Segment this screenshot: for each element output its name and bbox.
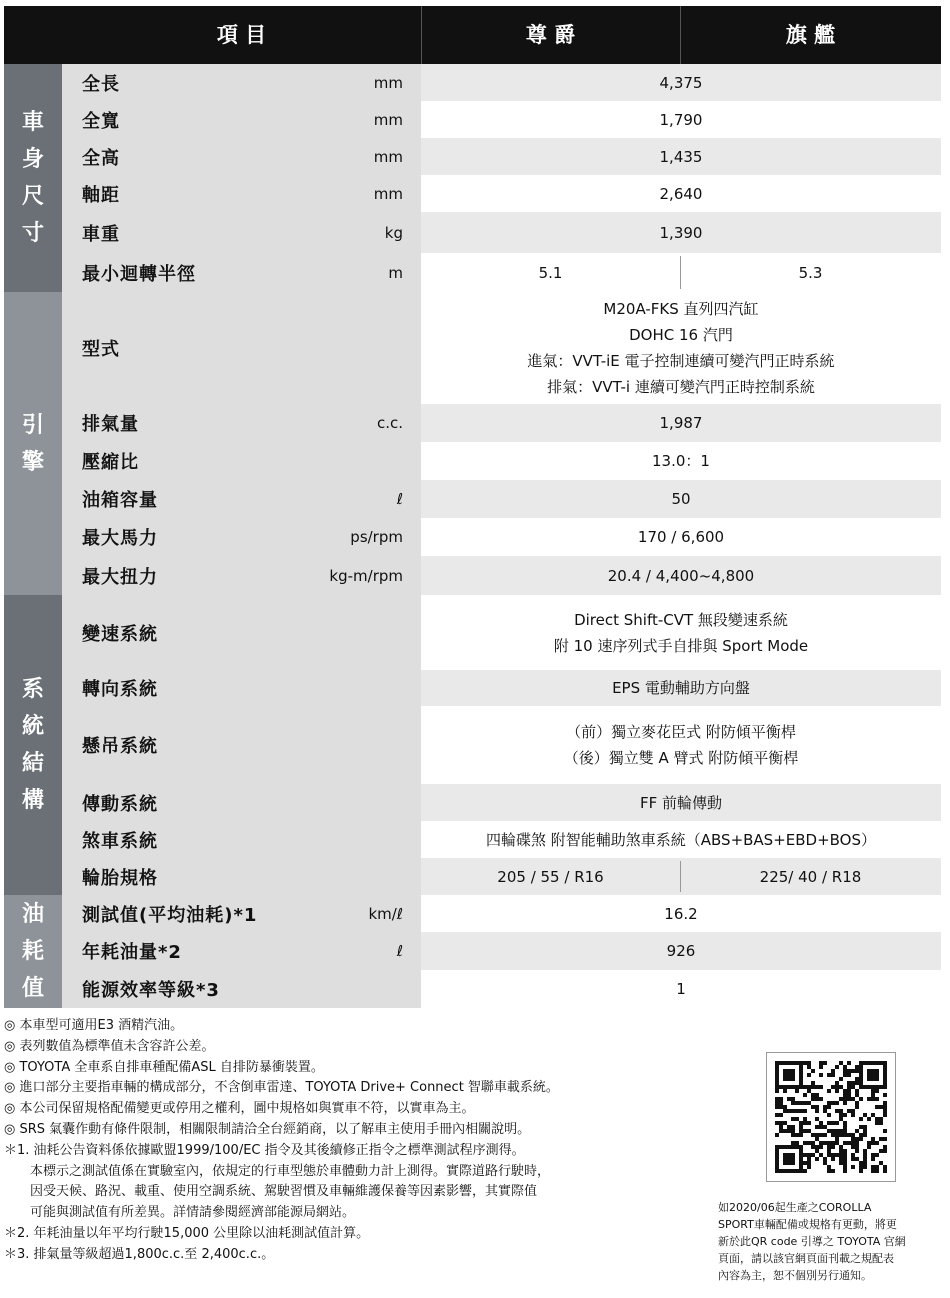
spec-value-cell — [421, 670, 941, 706]
spec-value-cell — [421, 212, 941, 253]
spec-row — [62, 556, 941, 595]
spec-row — [62, 706, 941, 784]
spec-row — [62, 670, 941, 706]
spec-row — [62, 595, 941, 670]
spec-value-cell — [421, 175, 941, 212]
spec-row — [62, 212, 941, 253]
spec-value: 13.0：1 — [652, 452, 710, 470]
spec-value: EPS 電動輔助方向盤 — [612, 679, 750, 697]
spec-value: 1,390 — [659, 223, 703, 242]
spec-value: 1 — [676, 980, 686, 998]
spec-row — [62, 858, 941, 895]
footnote-line: 本標示之測試值係在實驗室內，依規定的行車型態於車體動力計上測得。實際道路行駛時， — [30, 1163, 551, 1179]
footnote-line: ◎ 本公司保留規格配備變更或停用之權利，圖中規格如與實車不符，以實車為主。 — [4, 1101, 475, 1117]
section-label — [4, 64, 62, 292]
spec-row — [62, 895, 941, 932]
section-char: 油 — [21, 902, 44, 927]
spec-name: 最大馬力 — [82, 528, 158, 549]
spec-name: 能源效率等級*3 — [82, 980, 220, 1001]
spec-label-cell — [62, 706, 421, 784]
spec-row — [62, 253, 941, 292]
spec-name: 最大扭力 — [82, 566, 158, 588]
spec-label-cell — [62, 932, 421, 970]
spec-value-cell — [421, 970, 941, 1008]
spec-value-grade-1: 205 / 55 / R16 — [497, 867, 604, 886]
spec-name: 全長 — [82, 73, 120, 95]
spec-label-cell — [62, 175, 421, 212]
spec-label-cell — [62, 556, 421, 595]
spec-name: 測試值(平均油耗)*1 — [82, 904, 258, 926]
spec-value-line: DOHC 16 汽門 — [629, 326, 733, 344]
spec-value: 50 — [671, 490, 691, 508]
spec-unit: km/ℓ — [368, 904, 403, 923]
spec-unit: mm — [373, 73, 403, 92]
spec-value-cell — [421, 858, 941, 895]
spec-value-cell — [421, 518, 941, 556]
spec-value: 16.2 — [664, 904, 698, 923]
spec-label-cell — [62, 138, 421, 175]
spec-row — [62, 480, 941, 518]
spec-label-cell — [62, 212, 421, 253]
footnote-line: ＊2. 年耗油量以年平均行駛15,000 公里除以油耗測試值計算。 — [4, 1225, 370, 1241]
spec-value-cell — [421, 784, 941, 821]
spec-row — [62, 101, 941, 138]
spec-label-cell — [62, 670, 421, 706]
spec-row — [62, 442, 941, 480]
spec-label-cell — [62, 821, 421, 858]
spec-value-line: Direct Shift-CVT 無段變速系統 — [574, 610, 788, 629]
section-char: 引 — [21, 412, 44, 438]
section-label — [4, 595, 62, 895]
spec-row — [62, 64, 941, 101]
header-item: 項 目 — [216, 23, 267, 47]
footnotes — [4, 1016, 704, 1266]
spec-value-cell — [421, 253, 941, 292]
section-char: 構 — [21, 788, 44, 813]
spec-value-cell — [421, 138, 941, 175]
section-label — [4, 895, 62, 1008]
spec-value-cell — [421, 821, 941, 858]
header-grade-2: 旗 艦 — [785, 23, 836, 47]
spec-value-cell — [421, 706, 941, 784]
spec-value-line: 進氣：VVT-iE 電子控制連續可變汽門正時系統 — [527, 352, 835, 370]
footnote-line: ◎ 進口部分主要指車輛的構成部分，不含倒車雷達、TOYOTA Drive+ Connect 智聯車載系統。 — [4, 1080, 559, 1096]
spec-value: 1,987 — [659, 414, 703, 432]
footnote-line: ◎ SRS 氣囊作動有條件限制，相關限制請洽全台經銷商，以了解車主使用手冊內相關說明。 — [4, 1121, 531, 1137]
section-char: 寸 — [21, 221, 44, 246]
spec-name: 年耗油量*2 — [82, 942, 182, 963]
spec-value: 170 / 6,600 — [637, 528, 725, 546]
spec-value: 2,640 — [659, 184, 703, 203]
spec-value: 1,435 — [659, 147, 703, 166]
spec-name: 全高 — [82, 147, 120, 169]
qr-note-line: 如2020/06起生產之COROLLA — [718, 1201, 872, 1214]
spec-name: 油箱容量 — [82, 490, 158, 511]
qr-note-line: 頁面，請以該官網頁面刊載之規配表 — [718, 1252, 894, 1265]
spec-label-cell — [62, 858, 421, 895]
footnote-line: ◎ TOYOTA 全車系自排車種配備ASL 自排防暴衝裝置。 — [4, 1059, 324, 1075]
spec-value-cell — [421, 442, 941, 480]
qr-note-line: SPORT車輛配備或規格有更動，將更 — [718, 1218, 897, 1231]
spec-name: 輪胎規格 — [82, 867, 158, 889]
section-char: 身 — [21, 147, 44, 172]
table-header — [4, 6, 941, 64]
spec-name: 變速系統 — [82, 623, 158, 645]
spec-label-cell — [62, 784, 421, 821]
spec-row — [62, 518, 941, 556]
spec-label-cell — [62, 480, 421, 518]
spec-value-grade-2: 5.3 — [798, 263, 823, 282]
spec-value-line: （前）獨立麥花臣式 附防傾平衡桿 — [566, 723, 796, 741]
qr-note-line: 內容為主，恕不個別另行通知。 — [718, 1269, 872, 1282]
section-label — [4, 292, 62, 595]
spec-value-cell — [421, 932, 941, 970]
spec-value: 4,375 — [659, 73, 703, 92]
section-char: 擎 — [21, 449, 44, 475]
qr-note — [718, 1199, 940, 1284]
spec-value-cell — [421, 480, 941, 518]
spec-name: 壓縮比 — [82, 452, 139, 473]
spec-label-cell — [62, 518, 421, 556]
spec-unit: ℓ — [396, 490, 403, 508]
spec-value-line: 排氣：VVT-i 連續可變汽門正時控制系統 — [547, 378, 815, 396]
spec-value-cell — [421, 292, 941, 404]
spec-name: 傳動系統 — [82, 793, 158, 815]
spec-name: 排氣量 — [82, 414, 139, 435]
spec-row — [62, 970, 941, 1008]
spec-row — [62, 175, 941, 212]
spec-unit: kg-m/rpm — [329, 566, 403, 585]
section-char: 耗 — [21, 939, 44, 964]
spec-name: 懸吊系統 — [82, 736, 158, 757]
spec-value-cell — [421, 556, 941, 595]
spec-row — [62, 292, 941, 404]
spec-label-cell — [62, 895, 421, 932]
spec-row — [62, 821, 941, 858]
spec-label-cell — [62, 595, 421, 670]
qr-code — [766, 1052, 896, 1182]
spec-name: 煞車系統 — [82, 830, 158, 852]
footnote-line: 可能與測試值有所差異。詳情請參閱經濟部能源局網站。 — [30, 1205, 356, 1221]
section-char: 結 — [21, 751, 44, 776]
spec-name: 車重 — [82, 223, 120, 245]
footnote-line: ◎ 本車型可適用E3 酒精汽油。 — [4, 1018, 184, 1033]
spec-name: 轉向系統 — [82, 679, 158, 700]
spec-value: 1,790 — [659, 110, 703, 129]
spec-label-cell — [62, 970, 421, 1008]
spec-value: 四輪碟煞 附智能輔助煞車系統（ABS+BAS+EBD+BOS） — [485, 830, 877, 849]
spec-label-cell — [62, 442, 421, 480]
spec-label-cell — [62, 253, 421, 292]
spec-label-cell — [62, 292, 421, 404]
spec-row — [62, 784, 941, 821]
footnote-line: ◎ 表列數值為標準值未含容許公差。 — [4, 1038, 215, 1054]
spec-value-cell — [421, 101, 941, 138]
spec-value-line: （後）獨立雙 A 臂式 附防傾平衡桿 — [563, 749, 799, 767]
spec-unit: mm — [373, 147, 403, 166]
qr-note-line: 新於此QR code 引導之 TOYOTA 官網 — [718, 1235, 906, 1248]
footnote-line: ＊1. 油耗公告資料係依據歐盟1999/100/EC 指令及其後續修正指令之標準測試程序測得。 — [4, 1142, 525, 1158]
spec-row — [62, 138, 941, 175]
spec-row — [62, 932, 941, 970]
spec-unit: ℓ — [396, 942, 403, 960]
section-char: 值 — [21, 976, 44, 1001]
section-char: 車 — [21, 110, 44, 135]
header-grade-1: 尊 爵 — [525, 23, 576, 47]
section-char: 系 — [21, 677, 44, 702]
spec-value-cell — [421, 595, 941, 670]
spec-unit: mm — [373, 184, 403, 203]
footnote-line: 因受天候、路況、載重、使用空調系統、駕駛習慣及車輛維護保養等因素影響，其實際值 — [30, 1184, 538, 1200]
spec-value-line: M20A-FKS 直列四汽缸 — [603, 300, 759, 318]
spec-unit: m — [388, 263, 403, 282]
spec-value-grade-2: 225/ 40 / R18 — [759, 867, 862, 886]
spec-unit: kg — [384, 223, 403, 242]
spec-value-line: 附 10 速序列式手自排與 Sport Mode — [553, 636, 809, 655]
spec-unit: c.c. — [376, 414, 403, 432]
spec-value-cell — [421, 895, 941, 932]
spec-label-cell — [62, 101, 421, 138]
spec-value: 926 — [666, 942, 696, 960]
spec-name: 軸距 — [82, 184, 120, 206]
spec-value-cell — [421, 64, 941, 101]
spec-unit: ps/rpm — [350, 528, 403, 546]
spec-value-grade-1: 5.1 — [538, 263, 563, 282]
spec-value: FF 前輪傳動 — [639, 793, 723, 812]
spec-row — [62, 404, 941, 442]
spec-value: 20.4 / 4,400~4,800 — [607, 566, 755, 585]
section-char: 尺 — [21, 184, 44, 209]
spec-label-cell — [62, 404, 421, 442]
spec-value-cell — [421, 404, 941, 442]
footnote-line: ＊3. 排氣量等級超過1,800c.c.至 2,400c.c.。 — [4, 1246, 275, 1262]
spec-name: 全寬 — [82, 110, 120, 132]
spec-name: 最小迴轉半徑 — [82, 263, 196, 285]
spec-unit: mm — [373, 110, 403, 129]
spec-name: 型式 — [82, 339, 120, 360]
spec-label-cell — [62, 64, 421, 101]
section-char: 統 — [21, 714, 44, 739]
